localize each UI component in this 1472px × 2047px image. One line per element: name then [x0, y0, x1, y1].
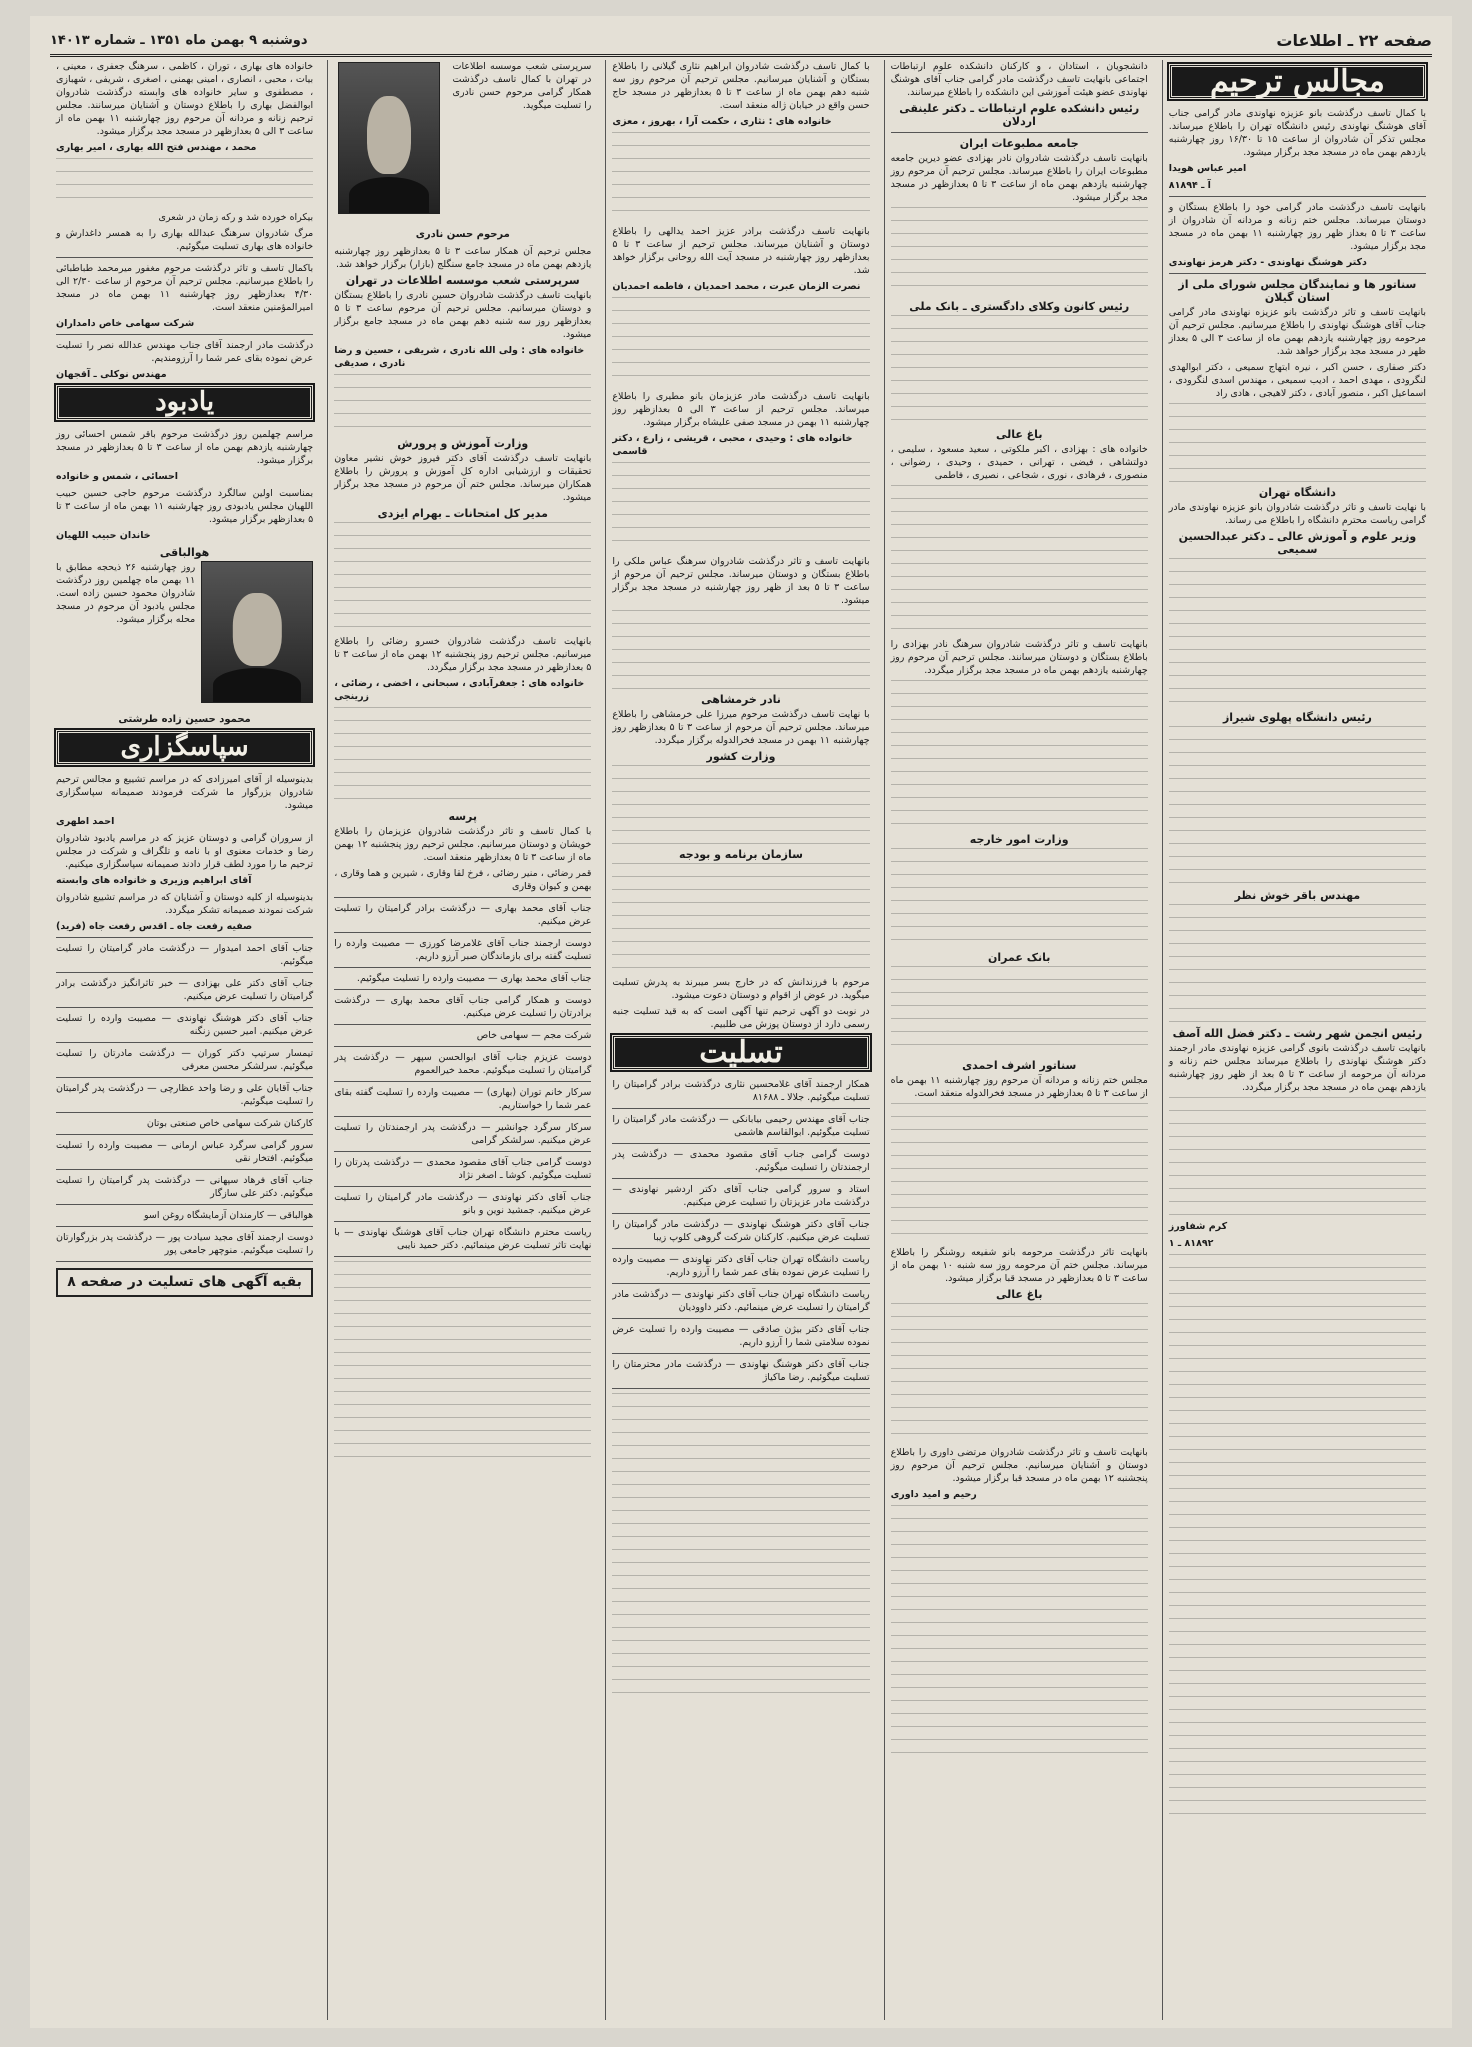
notice-code: ۸۱۸۹۲ ـ ۱ — [1168, 1238, 1214, 1249]
condolence-item: دوست ارجمند جناب آقای غلامرضا کورزی — مصیبت وارده را تسلیت گفته برای بازماندگان صبر آرزو داریم. — [334, 938, 592, 962]
notice-text: بدینوسیله از آقای امیرزادی که در مراسم تشییع و مجالس ترحیم شادروان بزرگوار ما شرکت فرمودند صمیمانه سپاسگزاری میشود. — [55, 774, 314, 811]
notice-signature: دکتر هوشنگ نهاوندی - دکتر هرمز نهاوندی — [1168, 257, 1367, 268]
notice-signature: محمد ، مهندس فتح الله بهاری ، امیر بهاری — [55, 142, 257, 153]
condolence-item: جناب آقای فرهاد سپهانی — درگذشت پدر گرامیتان را تسلیت میگوئیم. دکتر علی سازگار — [55, 1175, 314, 1199]
condolence-item: سرکار سرگرد جوانشیر — درگذشت پدر ارجمندتان را تسلیت عرض میکنیم. سرلشکر گرامی — [334, 1122, 592, 1146]
newspaper-page — [30, 16, 1452, 2028]
notice-signature: رحیم و امید داوری — [890, 1489, 977, 1500]
notice-heading: رئیس دانشکده علوم ارتباطات ـ دکتر علینقی اردلان — [899, 102, 1140, 128]
section-banner-yadbud: یادبود — [56, 385, 313, 420]
notice-signature: کرم شفاورز — [1168, 1221, 1228, 1232]
condolence-item: کارکنان شرکت سهامی خاص صنعتی بوتان — [146, 1118, 314, 1129]
notice-text: بانهایت تاسف درگذشت برادر عزیز احمد یدالهی را باطلاع دوستان و آشنایان میرساند. مجلس ترحیم از ساعت ۳ تا ۵ بعدازظهر روز چهارشنبه در مسجد آیت الله روحانی برگزار خواهد شد. — [612, 226, 870, 276]
notice-text: باکمال تاسف و تاثر درگذشت مرحوم مغفور میرمحمد طباطبائی را باطلاع میرسانیم. مجلس ترحیم آن مرحوم از ساعت ۲/۳۰ الی ۴/۳۰ بعدازظهر روز چهارشنبه ۱۱ بهمن ماه در مسجد امیرالمؤمنین منعقد است. — [55, 263, 314, 313]
notice-text: دانشجویان ، استادان ، و کارکنان دانشکده علوم ارتباطات اجتماعی بانهایت تاسف درگذشت مادر گرامی جناب آقای هوشنگ نهاوندی عضو هیئت آموزشی این دانشکده را باطلاع میرسانند. — [890, 61, 1148, 98]
notice-heading: بانک عمران — [988, 951, 1051, 964]
notice-text: مجلس ترحیم آن همکار ساعت ۳ تا ۵ بعدازظهر روز چهارشنبه یازدهم بهمن ماه در مسجد جامع سنگلج (بازار) برگزار خواهد شد. — [334, 246, 592, 270]
notice-text: از سروران گرامی و دوستان عزیز که در مراسم یادبود شادروان رضا و خدمات معنوی او با نامه و تلگراف و شرکت در مجلس ترحیم ما را مورد لطف قرار دادند صمیمانه سپاسگزاری میکنیم. — [55, 833, 314, 870]
condolence-item: دوست ارجمند آقای مجید سیادت پور — درگذشت پدر بزرگوارتان را تسلیت میگوئیم. منوچهر جامعی پور — [55, 1232, 314, 1256]
notice-text: بانهایت تاسف درگذشت مادر گرامی خود را باطلاع بستگان و دوستان میرساند. مجلس ختم زنانه و مردانه آن شادروان از ساعت ۳ تا ۵ بعداز ظهر روز چهارشنبه ۱۱ بهمن ماه در مسجد مجد برگزار میشود. — [1168, 202, 1426, 252]
notice-heading: هوالباقی — [159, 546, 210, 559]
notice-text: بانهایت تاثر درگذشت مرحومه بانو شفیعه روشنگر را باطلاع میرساند. مجلس ختم آن مرحومه روز سه شنبه ۱۰ بهمن ماه از ساعت ۳ تا ۵ بعدازظهر در مسجد قبا برگزار میشود. — [890, 1247, 1148, 1284]
notice-text: بانهایت تاسف و تاثر درگذشت بانو عزیزه نهاوندی مادر گرامی جناب آقای هوشنگ نهاوندی را باطلاع میرسانیم. مجلس ترحیم آن مرحومه روز چهارشنبه یازدهم بهمن ماه از ساعت ۳ الی ۵ بعداز ظهر در مسجد مجد برگزار خواهد شد. — [1168, 307, 1426, 357]
notice-text: بدینوسیله از کلیه دوستان و آشنایان که در مراسم تشییع شادروان شرکت نمودند صمیمانه تشکر میگردد. — [55, 892, 314, 916]
notice-text: مرگ شادروان سرهنگ عبدالله بهاری را به همسر داغدارش و خانواده های بهاری تسلیت میگوئیم. — [55, 228, 314, 252]
condolence-item: دوست و همکار گرامی جناب آقای محمد بهاری — درگذشت برادرتان را تسلیت عرض میکنیم. — [334, 995, 592, 1019]
notice-text: درگذشت مادر ارجمند آقای جناب مهندس عدالله نصر را تسلیت عرض نموده بقای عمر شما را آرزومندیم. — [55, 340, 314, 364]
continued-note: بقیه آگهی های تسلیت در صفحه ۸ — [56, 1268, 313, 1297]
notice-text: با نهایت تاسف درگذشت مرحوم میرزا علی خرمشاهی را باطلاع میرساند. مجلس ترحیم آن مرحوم از ساعت ۳ تا ۵ بعدازظهر روز چهارشنبه ۱۱ بهمن در مسجد فخرالدوله برگزار میگردد. — [612, 709, 870, 746]
condolence-item: دوست گرامی جناب آقای مقصود محمدی — درگذشت پدر ارجمندتان را تسلیت میگوئیم. — [612, 1149, 870, 1173]
notice-heading: دانشگاه تهران — [1258, 486, 1336, 499]
condolence-item: ریاست محترم دانشگاه تهران جناب آقای هوشنگ نهاوندی — با نهایت تاثر تسلیت عرض مینمائیم. دکتر حمید نایبی — [334, 1227, 592, 1251]
photo-caption: محمود حسین زاده طرشتی — [118, 714, 251, 725]
photo-caption: مرحوم حسن نادری — [415, 229, 510, 240]
condolence-item: ریاست دانشگاه تهران جناب آقای دکتر نهاوندی — درگذشت مادر گرامیتان را تسلیت عرض مینمائیم. دکتر داوودیان — [612, 1289, 870, 1313]
page-label: صفحه ۲۲ ـ اطلاعات — [1276, 30, 1432, 50]
condolence-item: جناب آقای دکتر بیژن صادقی — مصیبت وارده را تسلیت عرض نموده سلامتی شما را آرزو داریم. — [612, 1324, 870, 1348]
notice-signature: آقای ابراهیم وزیری و خانواده های وابسته — [55, 875, 252, 886]
notice-signature: احسائی ، شمس و خانواده — [55, 471, 179, 482]
notice-signature: خانواده های : جعفرآبادی ، سبحانی ، اخضی ، رضائی ، زرینجی — [334, 678, 585, 702]
condolence-list — [612, 1078, 869, 1389]
notice-text: با نهایت تاسف و تاثر درگذشت شادروان بانو عزیزه نهاوندی مادر گرامی ریاست محترم دانشگاه را باطلاع می رساند. — [1168, 502, 1426, 526]
notice-text: بانهایت تاسف و تاثر درگذشت شادروان سرهنگ عباس ملکی را باطلاع بستگان و دوستان میرساند. مجلس ترحیم آن مرحوم از ساعت ۳ تا ۵ بعد از ظهر روز چهارشنبه در مسجد مجد برگزار میشود. — [612, 556, 870, 606]
issue-date: دوشنبه ۹ بهمن ماه ۱۳۵۱ ـ شماره ۱۴۰۱۳ — [50, 32, 308, 48]
section-banner-majles: مجالس ترحیم — [1169, 64, 1426, 99]
condolence-item: ریاست دانشگاه تهران جناب آقای دکتر نهاوندی — مصیبت وارده را تسلیت عرض نموده بقای عمر شما را آرزو داریم. — [612, 1254, 870, 1278]
notice-heading: جامعه مطبوعات ایران — [959, 137, 1079, 150]
notice-text: روز چهارشنبه ۲۶ ذیحجه مطابق با ۱۱ بهمن ماه چهلمین روز درگذشت شادروان محمود حسین زاده است. مجلس یادبود آن مرحوم در مسجد محله برگزار میشود. — [55, 562, 196, 625]
notice-names: قمر رضائی ، منیر رضائی ، فرخ لقا وقاری ، شیرین و هما وقاری ، بهمن و کیوان وقاری — [334, 868, 592, 892]
condolence-item: جناب آقای دکتر هوشنگ نهاوندی — مصیبت وارده را تسلیت عرض میکنیم. امیر حسین زنگنه — [55, 1013, 314, 1037]
column-5 — [50, 60, 319, 2020]
condolence-item: جناب آقای محمد بهاری — درگذشت برادر گرامیتان را تسلیت عرض میکنیم. — [334, 903, 592, 927]
section-banner-tasliyat: تسلیت — [612, 1035, 869, 1070]
notice-text: با کمال تاسف درگذشت شادروان ابراهیم نثاری گیلانی را باطلاع بستگان و آشنایان میرسانیم. مجلس ترحیم آن مرحوم روز سه شنبه دهم بهمن ماه از ساعت ۳ تا ۵ بعدازظهر در مسجد حاج حسن واقع در خیابان ژاله منعقد است. — [612, 61, 870, 111]
notice-signature: نصرت الزمان عبرت ، محمد احمدیان ، فاطمه احمدیان — [612, 281, 861, 292]
condolence-item: جناب آقای دکتر هوشنگ نهاوندی — درگذشت مادر گرامیتان را تسلیت عرض میکنیم. کارکنان شرکت گروهی کلوپ زیبا — [612, 1219, 870, 1243]
notice-text: مراسم چهلمین روز درگذشت مرحوم باقر شمس احسائی روز چهارشنبه یازدهم بهمن ماه از ساعت ۳ تا ۵ بعدازظهر در مسجد برگزار میشود. — [55, 429, 314, 466]
notice-text: بانهایت تاسف و تاثر درگذشت شادروان مرتضی داوری را باطلاع دوستان و آشنایان میرسانیم. مجلس ترحیم آن مرحوم روز پنجشنبه ۱۲ بهمن ماه در مسجد قبا برگزار میشود. — [890, 1447, 1148, 1484]
notice-heading: رئیس انجمن شهر رشت ـ دکتر فضل الله آصف — [1172, 1027, 1423, 1040]
notice-code: آ ـ ۸۱۸۹۴ — [1168, 180, 1211, 191]
notice-heading: رئیس دانشگاه پهلوی شیراز — [1222, 711, 1372, 724]
notice-text: بانهایت تاسف درگذشت مادر عزیزمان بانو مطیری را باطلاع میرساند. مجلس ترحیم از ساعت ۳ الی ۵ بعدازظهر روز چهارشنبه ۱۱ بهمن در مسجد صفی علیشاه برگزار میشود. — [612, 391, 870, 428]
notice-heading: باغ عالی — [995, 428, 1043, 441]
column-1 — [1162, 60, 1432, 2020]
notice-signature: امیر عباس هویدا — [1168, 163, 1247, 174]
notice-signature: خاندان حبیب اللهیان — [55, 530, 151, 541]
notice-signature: خانواده های : ولی الله نادری ، شریفی ، حسین و رضا نادری ، صدیقی — [334, 345, 585, 369]
notice-heading: سناتور ها و نمایندگان مجلس شورای ملی از استان گیلان — [1178, 278, 1417, 304]
notice-names: دکتر صفاری ، حسن اکبر ، نیره ابتهاج سمیعی ، دکتر ابوالهدی لنگرودی ، مهدی احمد ، ادیب سمیعی ، مهندس اسدی لنگرودی ، اسماعیل اکبر ، منصور آبادی ، دکتر لاهیجی ، هادی راد — [1168, 362, 1426, 399]
notice-text: بمناسبت اولین سالگرد درگذشت مرحوم حاجی حسین حبیب اللهیان مجلس یادبودی روز چهارشنبه ۱۱ بهمن ماه از ساعت ۳ تا ۵ بعدازظهر برگزار میشود. — [55, 488, 314, 525]
notice-text: بانهایت تاسف درگذشت شادروان خسرو رضائی را باطلاع میرسانیم. مجلس ترحیم روز پنجشنبه ۱۲ بهمن ماه از ساعت ۳ تا ۵ بعدازظهر در مسجد مجد برگزار میگردد. — [334, 636, 592, 673]
notice-heading: سازمان برنامه و بودجه — [679, 848, 803, 861]
notice-text: مرحوم با فرزندانش که در خارج بسر میبرند به پدرش تسلیت میگوید. در عوض از اقوام و دوستان دعوت میشود. — [612, 977, 870, 1001]
notice-heading: وزارت امور خارجه — [969, 833, 1069, 846]
notice-signature: احمد اطهری — [55, 816, 115, 827]
notice-heading: وزارت آموزش و پرورش — [397, 437, 529, 450]
notice-signature: شرکت سهامی خاص دامداران — [55, 318, 195, 329]
notice-heading: وزارت کشور — [706, 750, 776, 763]
column-2 — [884, 60, 1154, 2020]
portrait-photo — [201, 561, 313, 703]
notice-heading: پرسه — [448, 810, 478, 823]
notice-heading: مدیر کل امتحانات ـ بهرام ایزدی — [377, 507, 548, 520]
portrait-photo — [338, 62, 440, 214]
notice-heading: نادر خرمشاهی — [701, 693, 781, 706]
notice-signature: خانواده های : نثاری ، حکمت آرا ، بهروز ، معزی — [612, 116, 832, 127]
notice-text: مجلس ختم زنانه و مردانه آن مرحوم روز چهارشنبه ۱۱ بهمن ماه از ساعت ۳ تا ۵ بعدازظهر در مسجد فخرالدوله منعقد است. — [890, 1075, 1148, 1099]
condolence-item: جناب آقای مهندس رحیمی بیابانکی — درگذشت مادر گرامیتان را تسلیت میگوئیم. ابوالقاسم هاشمی — [612, 1114, 870, 1138]
notice-signature: صفیه رفعت جاه ـ اقدس رفعت جاه (فرید) — [55, 921, 253, 932]
condolence-list — [334, 902, 591, 1257]
notice-signature: خانواده های : وحیدی ، محبی ، قریشی ، زارع ، دکتر قاسمی — [612, 433, 853, 457]
condolence-list — [56, 942, 313, 1262]
notice-names: خانواده های : بهزادی ، اکبر ملکوتی ، سعید مسعود ، سلیمی ، دولتشاهی ، فیضی ، تهرانی ، حمیدی ، وحیدی ، رضوانی ، منصوری ، فرهادی ، نوری ، شجاعی ، نصیری ، فاطمی — [890, 444, 1148, 481]
condolence-item: سرور گرامی سرگرد عباس ارمانی — مصیبت وارده را تسلیت میگوئیم. افتخار نقی — [55, 1140, 314, 1164]
notice-heading: مهندس باقر خوش نظر — [1234, 889, 1361, 902]
notice-text: در نوبت دو آگهی ترحیم تنها آگهی است که به قید تسلیت جنبه رسمی دارد از دوستان پوزش می طلبیم. — [612, 1006, 870, 1030]
notice-text: با کمال تاسف درگذشت بانو عزیزه نهاوندی مادر گرامی جناب آقای هوشنگ نهاوندی رئیس دانشگاه تهران را باطلاع میرساند. مجلس تذکر آن شادروان از ساعت ۱۵ تا ۱۶/۳۰ روز چهارشنبه یازدهم بهمن ماه در مسجد مجد برگزار میشود. — [1168, 108, 1427, 158]
notice-signature: مهندس نوکلی ـ آقجهان — [55, 369, 167, 380]
notice-heading: سرپرستی شعب موسسه اطلاعات در تهران — [345, 274, 580, 287]
notice-text: بانهایت تاسف درگذشت شادروان حسین نادری را باطلاع بستگان و دوستان میرسانیم. مجلس ترحیم آن مرحوم ساعت ۳ تا ۵ بعدازظهر روز سه شنبه دهم بهمن ماه در مسجد جامع برگزار میشود. — [334, 290, 592, 340]
notice-text: بانهایت تاسف درگذشت شادروان نادر بهزادی عضو دیرین جامعه مطبوعات ایران را باطلاع میرساند. مجلس ترحیم آن مرحوم روز چهارشنبه یازدهم بهمن ماه از ساعت ۳ تا ۵ بعدازظهر در مسجد مجد برگزار میشود. — [890, 153, 1148, 203]
condolence-item: سرکار خانم توران (بهاری) — مصیبت وارده را تسلیت گفته بقای عمر شما را خواستاریم. — [334, 1087, 592, 1111]
condolence-item: شرکت مجم — سهامی خاص — [476, 1030, 592, 1041]
condolence-item: استاد و سرور گرامی جناب آقای دکتر اردشیر نهاوندی — درگذشت مادر عزیزتان را تسلیت عرض میکنیم. — [612, 1184, 870, 1208]
condolence-item: جناب آقایان علی و رضا واحد عظارچی — درگذشت پدر گرامیتان را تسلیت میگوئیم. — [55, 1083, 314, 1107]
columns — [50, 60, 1432, 2020]
condolence-item: دوست عزیزم جناب آقای ابوالحسن سپهر — درگذشت پدر گرامیتان را تسلیت میگوئیم. محمد خیرالعموم — [334, 1052, 592, 1076]
column-3 — [605, 60, 875, 2020]
notice-heading: وزیر علوم و آموزش عالی ـ دکتر عبدالحسین سمیعی — [1178, 530, 1417, 556]
notice-text: بانهایت تاسف و تاثر درگذشت شادروان سرهنگ نادر بهزادی را باطلاع بستگان و دوستان میرسانند. مجلس ترحیم آن مرحوم روز چهارشنبه یازدهم بهمن ماه در مسجد مجد برگزار میگردد. — [890, 639, 1148, 676]
condolence-item: جناب آقای محمد بهاری — مصیبت وارده را تسلیت میگوئیم. — [356, 973, 592, 984]
section-banner-sepasgozari: سپاسگزاری — [56, 730, 313, 765]
page-header — [50, 26, 1432, 57]
notice-heading: سناتور اشرف احمدی — [962, 1059, 1077, 1072]
condolence-item: جناب آقای دکتر علی بهزادی — خبر تاثرانگیز درگذشت برادر گرامیتان را تسلیت عرض میکنیم. — [55, 978, 314, 1002]
notice-text: بانهایت تاسف درگذشت بانوی گرامی عزیزه نهاوندی مادر ارجمند دکتر هوشنگ نهاوندی را باطلاع میرساند مجلس ختم زنانه و مردانه آن مرحومه از ساعت ۳ تا ۵ بعد از ظهر روز چهارشنبه یازدهم بهمن ماه در مسجد مجد برگزار میگردد. — [1168, 1043, 1426, 1093]
condolence-item: جناب آقای احمد امیدوار — درگذشت مادر گرامیتان را تسلیت میگوئیم. — [55, 943, 314, 967]
notice-text: بیکراه خورده شد و رکه زمان در شعری — [158, 212, 314, 223]
condolence-item: جناب آقای دکتر نهاوندی — درگذشت مادر گرامیتان را تسلیت عرض میکنیم. جمشید نوین و بانو — [334, 1192, 592, 1216]
condolence-item: همکار ارجمند آقای غلامحسین نثاری درگذشت برادر گرامیتان را تسلیت میگوئیم. جلالا ـ ۸۱۶۸۸ — [612, 1079, 870, 1103]
notice-text: سرپرستی شعب موسسه اطلاعات در تهران با کمال تاسف درگذشت همکار گرامی مرحوم حسن نادری را تسلیت میگوید. — [452, 61, 592, 111]
notice-text: خانواده های بهاری ، توران ، کاظمی ، سرهنگ جعفری ، معینی ، بیات ، محبی ، انصاری ، امینی بهمنی ، اصغری ، شریفی ، شهبازی ، مصطفوی و سایر خانواده های وابسته درگذشت شادروان ابوالفضل بهاری را باطلاع دوستان و آشنایان میرسانند. مجلس ترحیم زنانه و مردانه آن مرحوم روز چهارشنبه ۱۱ بهمن ماه از ساعت ۳ الی ۵ بعدازظهر در مسجد مجد برگزار میشود. — [55, 61, 314, 137]
condolence-item: دوست گرامی جناب آقای مقصود محمدی — درگذشت پدرتان را تسلیت میگوئیم. کوشا ـ اصغر نژاد — [334, 1157, 592, 1181]
condolence-item: تیمسار سرتیپ دکتر کوران — درگذشت مادرتان را تسلیت میگوئیم. سرلشکر محسن معرفی — [55, 1048, 314, 1072]
notice-text: با کمال تاسف و تاثر درگذشت شادروان عزیزمان را باطلاع خویشان و دوستان میرسانیم. مجلس ترحیم روز پنجشنبه ۱۲ بهمن ماه از ساعت ۳ تا ۵ بعدازظهر منعقد است. — [334, 826, 592, 863]
condolence-item: جناب آقای دکتر هوشنگ نهاوندی — درگذشت مادر محترمتان را تسلیت میگوئیم. رضا ماکیاژ — [612, 1359, 870, 1383]
notice-text: بانهایت تاسف درگذشت آقای دکتر فیروز خوش نشیر معاون تحقیقات و ارزشیابی اداره کل آموزش و پرورش را باطلاع همکاران میرساند. مجلس ختم آن مرحوم در مسجد مجد برگزار میشود. — [334, 453, 592, 503]
column-4 — [327, 60, 597, 2020]
condolence-item: هوالباقی — کارمندان آزمایشگاه روغن اسو — [144, 1210, 314, 1221]
notice-heading: باغ عالی — [995, 1288, 1043, 1301]
notice-heading: رئیس کانون وکلای دادگستری ـ بانک ملی — [909, 300, 1130, 313]
